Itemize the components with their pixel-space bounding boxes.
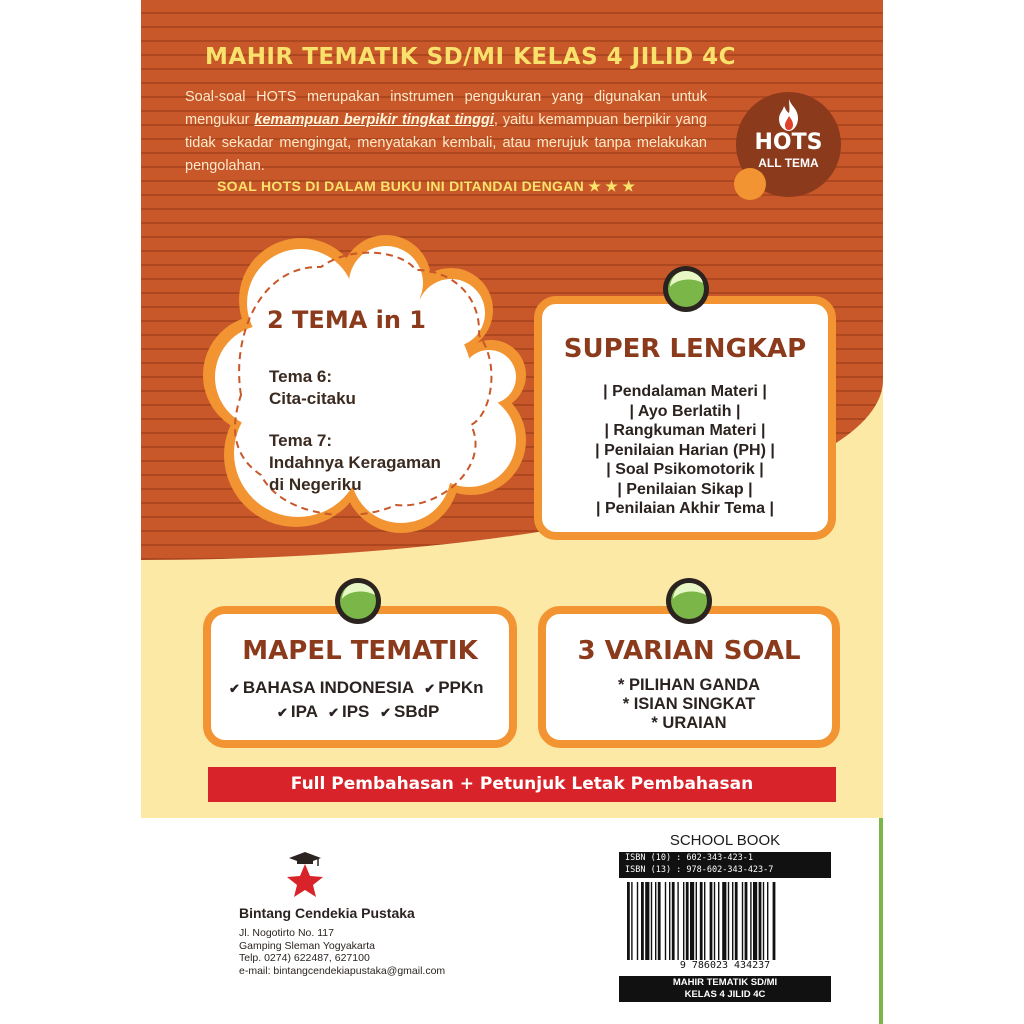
mapel-tematik-title: MAPEL TEMATIK [242, 636, 478, 666]
mapel-tematik-card [203, 606, 517, 748]
address-line: Gamping Sleman Yogyakarta [239, 939, 376, 952]
barcode-bar [641, 882, 644, 960]
barcode-bar [627, 882, 630, 960]
barcode-bar [753, 882, 757, 960]
phone-line: Telp. 0274) 622487, 627100 [239, 952, 370, 964]
barcode-bar [696, 882, 697, 960]
tema-7-label: Tema 7: [269, 431, 332, 450]
intro-text-start: Soal-soal HOTS merupakan instrumen pengukuran yang digunakan untuk mengukur [185, 89, 707, 128]
hots-description [185, 86, 707, 178]
list-item: | Penilaian Sikap | [617, 480, 753, 498]
barcode-bar [735, 882, 738, 960]
barcode-bar [728, 882, 729, 960]
isbn-box [619, 852, 831, 878]
barcode-bar [645, 882, 649, 960]
subject-item: PPKn [438, 678, 484, 697]
check-icon: ✔ [328, 705, 339, 720]
isbn-13: ISBN (13) : 978-602-343-423-7 [625, 865, 774, 875]
barcode-bar [718, 882, 719, 960]
varian-soal-card [538, 606, 840, 748]
spine-edge [879, 818, 883, 1024]
orange-dot-decoration [734, 168, 766, 200]
barcode-bar [742, 882, 743, 960]
subject-list [229, 676, 484, 724]
barcode-bar [722, 882, 726, 960]
subject-item: BAHASA INDONESIA [242, 678, 414, 697]
barcode-bar [651, 882, 652, 960]
check-icon: ✔ [380, 705, 392, 720]
barcode [619, 880, 831, 975]
publisher-name: Bintang Cendekia Pustaka [239, 905, 415, 921]
barcode-bar [704, 882, 705, 960]
hots-label: HOTS [754, 130, 823, 155]
barcode-bar [637, 882, 638, 960]
email-line: e-mail: bintangcendekiapustaka@gmail.com [239, 964, 446, 977]
barcode-bar [655, 882, 656, 960]
list-item: | Soal Psikomotorik | [606, 461, 764, 478]
book-back-cover [141, 0, 883, 1024]
barcode-bar [683, 882, 684, 960]
school-book-label: SCHOOL BOOK [669, 832, 781, 849]
barcode-bar [690, 882, 694, 960]
barcode-bar [745, 882, 748, 960]
book-title: MAHIR TEMATIK SD/MI KELAS 4 JILID 4C [205, 44, 736, 70]
tema-6-block [269, 366, 356, 410]
check-icon: ✔ [424, 681, 436, 696]
tema-7-block [269, 430, 441, 496]
all-tema-label: ALL TEMA [758, 156, 819, 170]
book-title-label [619, 976, 831, 1002]
hots-stars-note: SOAL HOTS DI DALAM BUKU INI DITANDAI DENGAN ★ ★ ★ [217, 178, 636, 194]
barcode-digits: 9 786023 434237 [619, 960, 831, 971]
barcode-bar [732, 882, 733, 960]
green-ball-icon [662, 265, 710, 313]
list-item: | Ayo Berlatih | [629, 402, 741, 420]
cover-top-panel [141, 0, 883, 818]
list-item: * PILIHAN GANDA [617, 676, 761, 694]
barcode-bar [700, 882, 703, 960]
publisher-address [239, 927, 445, 977]
green-ball-icon [665, 577, 713, 625]
super-lengkap-card [534, 296, 836, 540]
subject-item: IPS [342, 702, 370, 721]
super-lengkap-title: SUPER LENGKAP [563, 334, 807, 364]
barcode-bar [773, 882, 776, 960]
list-item: | Pendalaman Materi | [603, 383, 767, 400]
barcode-bar [767, 882, 768, 960]
address-line: Jl. Nogotirto No. 117 [239, 927, 334, 939]
barcode-bar [714, 882, 715, 960]
barcode-bar [658, 882, 661, 960]
barcode-bar [686, 882, 689, 960]
barcode-bar [677, 882, 678, 960]
list-item: | Rangkuman Materi | [604, 422, 766, 439]
check-icon: ✔ [229, 681, 240, 696]
barcode-bar [750, 882, 751, 960]
barcode-bar [672, 882, 675, 960]
list-item: * ISIAN SINGKAT [622, 695, 756, 713]
list-item: | Penilaian Harian (PH) | [595, 441, 775, 459]
pembahasan-banner: Full Pembahasan + Petunjuk Letak Pembahasan [208, 767, 836, 802]
varian-list [546, 676, 832, 733]
intro-emphasis: kemampuan berpikir tingkat tinggi [254, 112, 494, 128]
barcode-bar [669, 882, 670, 960]
barcode-bar [759, 882, 762, 960]
barcode-bar [631, 882, 632, 960]
subject-item: SBdP [394, 702, 440, 721]
book-label-line2: KELAS 4 JILID 4C [684, 989, 766, 1000]
super-lengkap-list [542, 382, 828, 519]
tema-6-label: Tema 6: [269, 367, 332, 386]
barcode-bar [710, 882, 713, 960]
barcode-bar [665, 882, 666, 960]
check-icon: ✔ [277, 705, 288, 720]
varian-soal-title: 3 VARIAN SOAL [577, 636, 801, 666]
subject-item: IPA [290, 702, 318, 721]
list-item: * URAIAN [651, 714, 727, 732]
isbn-10: ISBN (10) : 602-343-423-1 [625, 853, 753, 863]
list-item: | Penilaian Akhir Tema | [596, 500, 774, 517]
two-tema-title: 2 TEMA in 1 [267, 306, 426, 334]
barcode-bars [619, 880, 831, 962]
tema-6-name: Cita-citaku [269, 389, 356, 408]
star-graduation-cap-icon [285, 850, 325, 898]
green-ball-icon [334, 577, 382, 625]
barcode-bar [763, 882, 764, 960]
book-label-line1: MAHIR TEMATIK SD/MI [672, 977, 778, 988]
intro-text-end: , yaitu kemampuan berpikir yang tidak sekadar mengingat, menyatakan kembali, atau merujuk tanpa melakukan pengolahan. [185, 112, 707, 174]
tema-7-name-line1: Indahnya Keragaman [269, 453, 441, 472]
tema-7-name-line2: di Negeriku [269, 475, 362, 494]
flame-icon [774, 98, 804, 132]
